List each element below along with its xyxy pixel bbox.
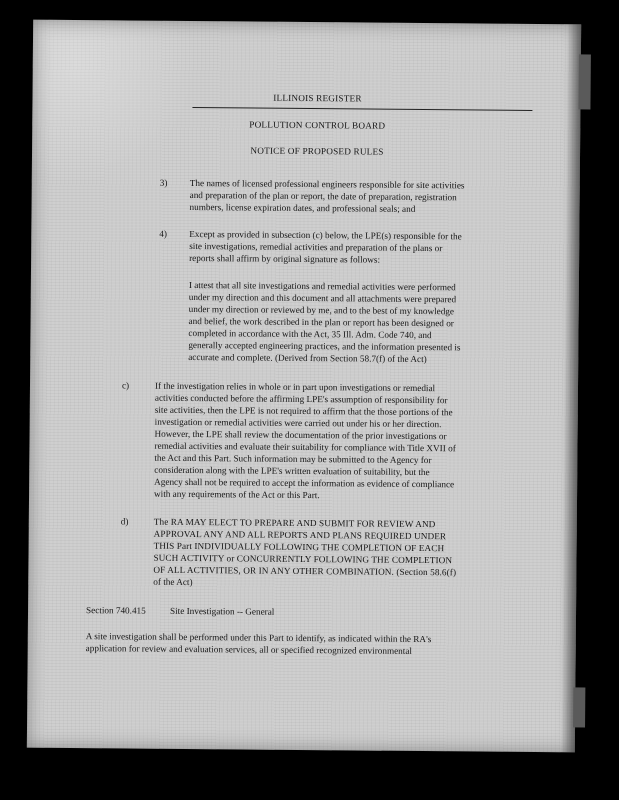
subsection-label: c) — [121, 380, 130, 391]
subsection-line: SUCH ACTIVITY or CONCURRENTLY FOLLOWING THE COMPLETION — [153, 552, 453, 566]
item-line: site investigations, remedial activities and preparation of the plans or — [189, 240, 443, 254]
attestation-line: completed in accordance with the Act, 35 Ill. Adm. Code 740, and — [188, 327, 432, 341]
closing-line: application for review and evaluation services, all or specified recognized environmental — [85, 643, 413, 656]
section-number: Section 740.415 — [85, 605, 146, 616]
page-edge-shadow — [561, 24, 581, 752]
header-divider — [192, 107, 532, 111]
subsection-line: of the Act) — [153, 576, 193, 588]
binder-tab — [573, 687, 585, 727]
subsection-line: with any requirements of the Act or this Part. — [154, 488, 320, 501]
subsection-label: d) — [120, 516, 129, 527]
section-title: Site Investigation -- General — [169, 605, 275, 617]
item-line: numbers, license expiration dates, and professional seals; and — [189, 201, 416, 214]
attestation-line: I attest that all site investigations and remedial activities were performed — [188, 279, 456, 293]
subsection-line: THIS Part INDIVIDUALLY FOLLOWING THE COMPLETION OF EACH — [153, 540, 445, 554]
subsection-line: site activities, then the LPE is not required to affirm that the those portions of the — [154, 404, 453, 418]
binder-tab — [578, 54, 590, 109]
board-title: POLLUTION CONTROL BOARD — [249, 119, 386, 131]
item-number: 3) — [159, 177, 168, 188]
subsection-line: consideration along with the LPE's written evaluation of suitability, but the — [154, 464, 430, 478]
document-page — [27, 20, 581, 753]
attestation-line: under my direction or reviewed by me, and to the best of my knowledge — [188, 303, 455, 317]
attestation-line: under my direction and this document and all attachments were prepared — [188, 291, 457, 305]
subsection-line: However, the LPE shall review the documentation of the prior investigations or — [154, 428, 447, 442]
subsection-line: The RA MAY ELECT TO PREPARE AND SUBMIT FOR REVIEW AND — [153, 516, 436, 530]
subsection-line: Agency shall not be required to accept the information as evidence of compliance — [154, 476, 455, 490]
subsection-line: APPROVAL ANY AND ALL REPORTS AND PLANS REQUIRED UNDER — [153, 528, 447, 542]
attestation-line: generally accepted engineering practices, and the information presented is — [188, 339, 461, 353]
notice-title: NOTICE OF PROPOSED RULES — [250, 145, 384, 157]
item-number: 4) — [159, 228, 168, 239]
subsection-line: remedial activities and evaluate their suitability for compliance with Title XVII of — [154, 440, 456, 454]
subsection-line: investigation or remedial activities were carried out under his or her direction. — [154, 416, 442, 430]
subsection-line: OF ALL ACTIVITIES, OR IN ANY OTHER COMBINATION. (Section 58.6(f) — [153, 564, 457, 578]
item-line: reports shall affirm by original signature as follows: — [189, 252, 381, 265]
item-line: and preparation of the plan or report, the date of preparation, registration — [189, 189, 457, 203]
subsection-line: If the investigation relies in whole or in part upon investigations or remedial — [154, 380, 436, 394]
closing-line: A site investigation shall be performed under this Part to identify, as indicated within the RA's — [85, 631, 432, 645]
subsection-line: the Act and this Part. Such information may be submitted to the Agency for — [154, 452, 432, 466]
subsection-line: activities conducted before the affirming LPE's assumption of responsibility for — [154, 392, 448, 406]
attestation-line: accurate and complete. (Derived from Section 58.7(f) of the Act) — [188, 351, 427, 365]
item-line: The names of licensed professional engineers responsible for site activities — [189, 177, 465, 191]
attestation-line: and belief, the work described in the plan or report has been designed or — [188, 315, 454, 329]
item-line: Except as provided in subsection (c) below, the LPE(s) responsible for the — [189, 228, 462, 242]
register-title: ILLINOIS REGISTER — [273, 92, 362, 104]
